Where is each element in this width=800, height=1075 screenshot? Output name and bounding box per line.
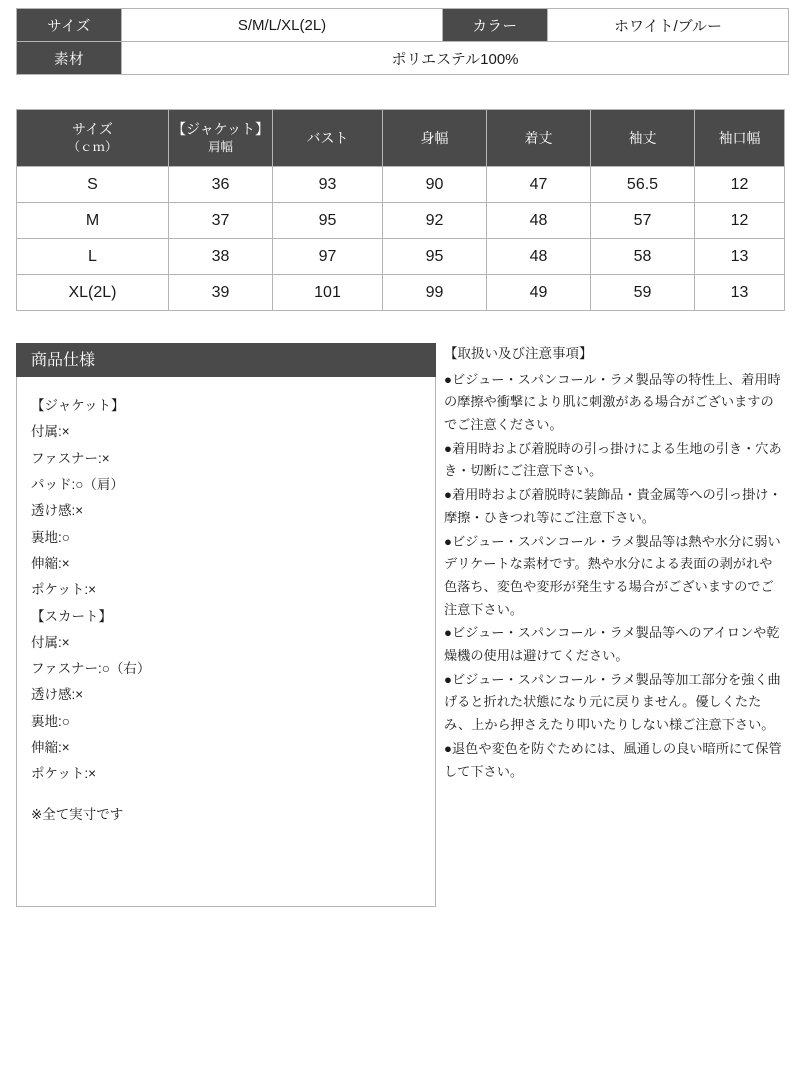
- cell-length: 47: [487, 167, 591, 203]
- spec-line: ファスナー:○（右）: [31, 661, 151, 677]
- col-header-shoulder-sub: 肩幅: [207, 140, 233, 154]
- cell-cuff-width: 13: [695, 239, 785, 275]
- col-header-size: [17, 110, 169, 167]
- spec-line: 【ジャケット】: [31, 398, 125, 413]
- spec-line: 伸縮:×: [31, 740, 70, 756]
- table-row: [17, 275, 785, 311]
- spec-footnote: ※全て実寸です: [31, 806, 124, 822]
- cell-length: 48: [487, 239, 591, 275]
- cell-width: 92: [383, 203, 487, 239]
- size-label: L: [17, 239, 169, 275]
- spec-line: 透け感:×: [31, 503, 84, 519]
- table-row: [17, 203, 785, 239]
- spec-value-color: ホワイト/ブルー: [548, 9, 789, 42]
- notice-item: ●ビジュー・スパンコール・ラメ製品等へのアイロンや乾燥機の使用は避けてください。: [444, 625, 780, 664]
- col-header-shoulder-main: 【ジャケット】: [171, 121, 270, 138]
- spec-value-size: S/M/L/XL(2L): [122, 9, 443, 42]
- cell-cuff-width: 13: [695, 275, 785, 311]
- cell-cuff-width: 12: [695, 203, 785, 239]
- spec-line: 裏地:○: [31, 529, 70, 545]
- notice-item: ●ビジュー・スパンコール・ラメ製品等は熱や水分に弱いデリケートな素材です。熱や水分による表面の剥がれや色落ち、変色や変形が発生する場合がございますのでご注意下さい。: [444, 533, 781, 617]
- spec-line: ポケット:×: [31, 766, 96, 782]
- cell-sleeve-length: 59: [591, 275, 695, 311]
- size-chart-header-row: [17, 110, 785, 167]
- spec-line: ファスナー:×: [31, 450, 110, 466]
- table-row: [17, 167, 785, 203]
- notice-item: ●退色や変色を防ぐためには、風通しの良い暗所にて保管して下さい。: [444, 740, 782, 779]
- cell-shoulder: 36: [169, 167, 273, 203]
- size-label: S: [17, 167, 169, 203]
- spec-line: 裏地:○: [31, 713, 70, 729]
- cell-shoulder: 39: [169, 275, 273, 311]
- table-row: [17, 42, 789, 75]
- product-spec-body: [16, 377, 436, 907]
- col-header-cuff-width: 袖口幅: [695, 110, 785, 167]
- notice-panel: [436, 343, 784, 784]
- product-spec-table: [16, 8, 789, 75]
- cell-width: 99: [383, 275, 487, 311]
- col-header-size-main: サイズ: [72, 121, 113, 138]
- cell-sleeve-length: 58: [591, 239, 695, 275]
- size-chart-table: [16, 109, 785, 311]
- spec-line: パッド:○（肩）: [31, 476, 124, 492]
- spec-line: 付属:×: [31, 634, 70, 650]
- notice-item: ●着用時および着脱時の引っ掛けによる生地の引き・穴あき・切断にご注意下さい。: [444, 440, 782, 479]
- col-header-width: 身幅: [383, 110, 487, 167]
- cell-width: 90: [383, 167, 487, 203]
- cell-bust: 93: [273, 167, 383, 203]
- spec-line: ポケット:×: [31, 582, 96, 598]
- spec-line: 付属:×: [31, 424, 70, 440]
- panel-title-product-spec: 商品仕様: [16, 343, 436, 377]
- cell-length: 49: [487, 275, 591, 311]
- table-row: [17, 239, 785, 275]
- cell-width: 95: [383, 239, 487, 275]
- cell-sleeve-length: 57: [591, 203, 695, 239]
- col-header-bust: バスト: [273, 110, 383, 167]
- col-header-length: 着丈: [487, 110, 591, 167]
- size-label: XL(2L): [17, 275, 169, 311]
- col-header-size-sub: （ｃｍ）: [67, 140, 118, 154]
- lower-section: [16, 343, 784, 907]
- product-spec-panel: [16, 343, 436, 907]
- col-header-sleeve-length: 袖丈: [591, 110, 695, 167]
- col-header-shoulder: [169, 110, 273, 167]
- spec-line: 【スカート】: [31, 608, 112, 624]
- spacer: [31, 788, 421, 802]
- cell-bust: 97: [273, 239, 383, 275]
- notice-list: [444, 369, 784, 784]
- cell-bust: 101: [273, 275, 383, 311]
- cell-shoulder: 37: [169, 203, 273, 239]
- size-chart-section: [16, 109, 784, 311]
- spec-value-material: ポリエステル100%: [122, 42, 789, 75]
- spec-line: 透け感:×: [31, 687, 84, 703]
- notice-item: ●ビジュー・スパンコール・ラメ製品等加工部分を強く曲げると折れた状態になり元に戻りません。優しくたたみ、上から押さえたり叩いたりしない様ご注意下さい。: [444, 671, 781, 733]
- cell-shoulder: 38: [169, 239, 273, 275]
- spec-label-size: サイズ: [17, 9, 122, 42]
- spec-label-color: カラー: [443, 9, 548, 42]
- notice-title: 【取扱い及び注意事項】: [444, 346, 593, 361]
- cell-cuff-width: 12: [695, 167, 785, 203]
- cell-length: 48: [487, 203, 591, 239]
- cell-bust: 95: [273, 203, 383, 239]
- notice-item: ●ビジュー・スパンコール・ラメ製品等の特性上、着用時の摩擦や衝撃により肌に刺激がある場合がございますのでご注意ください。: [444, 371, 781, 432]
- notice-item: ●着用時および着脱時に装飾品・貴金属等への引っ掛け・摩擦・ひきつれ等にご注意下さい。: [444, 487, 782, 525]
- product-detail-page: [0, 8, 800, 1075]
- size-label: M: [17, 203, 169, 239]
- table-row: [17, 9, 789, 42]
- cell-sleeve-length: 56.5: [591, 167, 695, 203]
- spec-label-material: 素材: [17, 42, 122, 75]
- spec-line: 伸縮:×: [31, 555, 70, 571]
